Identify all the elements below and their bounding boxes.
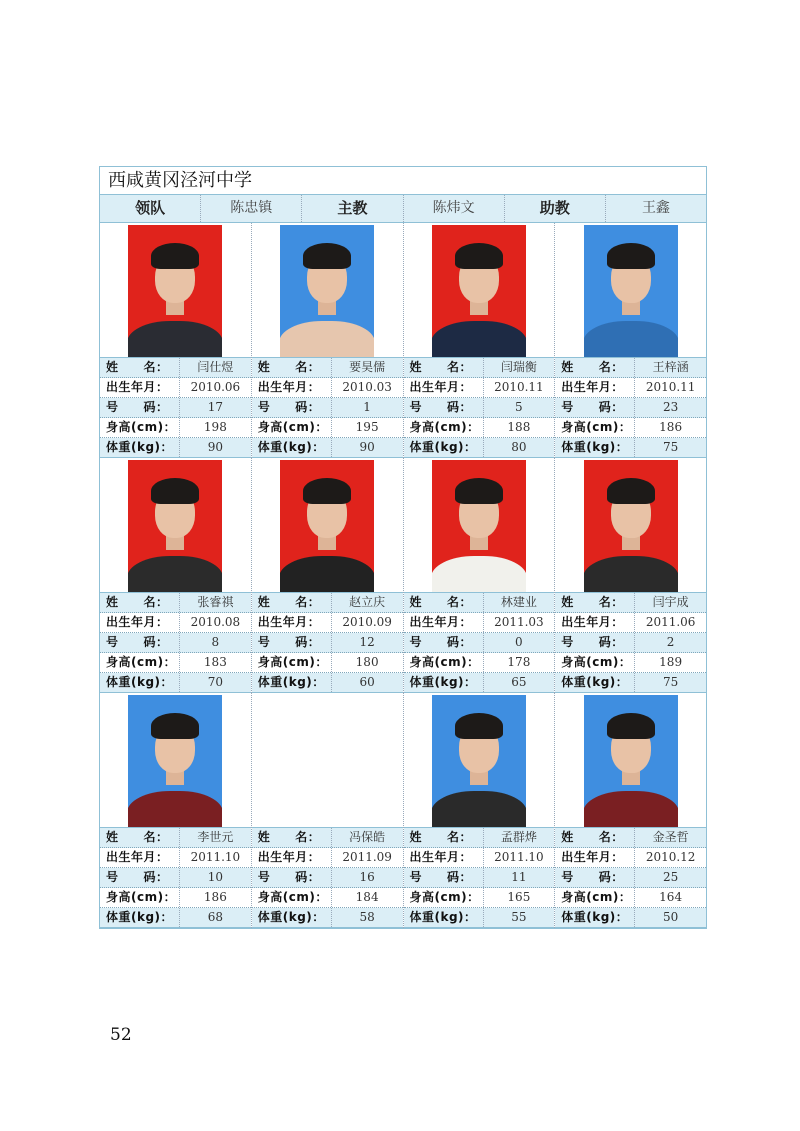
player-weight-value: 60 — [331, 673, 403, 692]
player-name-value: 王梓涵 — [634, 358, 706, 377]
player-birth-date-value: 2010.09 — [331, 613, 403, 632]
player-card — [404, 693, 556, 928]
player-photo — [584, 460, 678, 592]
photo-cell — [404, 693, 555, 828]
player-photo — [584, 695, 678, 827]
player-name-row — [404, 828, 555, 848]
player-birth-date-value: 2011.10 — [483, 848, 555, 867]
player-height-row — [100, 418, 251, 438]
player-height-row — [555, 418, 706, 438]
player-birth-date-row — [252, 613, 403, 633]
team-roster-table — [99, 166, 707, 929]
player-jersey-number-row — [100, 868, 251, 888]
player-name-label: 姓 名： — [257, 830, 321, 844]
school-name: 西咸黄冈泾河中学 — [100, 167, 706, 195]
player-jersey-number-value: 1 — [331, 398, 403, 417]
player-jersey-number-label: 号 码： — [409, 635, 473, 649]
photo-hair — [455, 243, 503, 269]
player-jersey-number-value: 17 — [179, 398, 251, 417]
player-birth-date-row — [555, 378, 706, 398]
player-jersey-number-label: 号 码： — [561, 635, 624, 649]
player-birth-date-row — [100, 848, 251, 868]
player-card — [555, 693, 706, 928]
player-photo — [280, 225, 374, 357]
player-name-row — [555, 828, 706, 848]
photo-hair — [151, 243, 199, 269]
player-jersey-number-row — [404, 868, 555, 888]
player-weight-row — [555, 438, 706, 458]
player-birth-date-row — [252, 848, 403, 868]
player-height-value: 189 — [634, 653, 706, 672]
player-birth-date-row — [404, 378, 555, 398]
photo-cell — [404, 458, 555, 593]
photo-cell — [252, 458, 403, 593]
player-name-label: 姓 名： — [561, 595, 624, 609]
player-jersey-number-row — [555, 868, 706, 888]
staff-role-leader: 领队 — [100, 195, 201, 222]
player-name-row — [555, 358, 706, 378]
player-group — [100, 223, 706, 458]
player-name-value: 闫瑞衡 — [483, 358, 555, 377]
player-jersey-number-row — [404, 398, 555, 418]
player-height-value: 165 — [483, 888, 555, 907]
player-name-row — [404, 593, 555, 613]
player-birth-date-row — [404, 848, 555, 868]
player-jersey-number-row — [555, 398, 706, 418]
player-jersey-number-label: 号 码： — [257, 400, 321, 414]
player-height-row — [100, 653, 251, 673]
player-name-value: 赵立庆 — [331, 593, 403, 612]
player-height-value: 178 — [483, 653, 555, 672]
player-birth-date-label: 出生年月： — [409, 615, 473, 629]
photo-cell — [252, 693, 403, 828]
player-name-label: 姓 名： — [257, 360, 321, 374]
player-height-row — [252, 888, 403, 908]
player-height-row — [555, 888, 706, 908]
player-card — [404, 223, 556, 458]
player-jersey-number-row — [404, 633, 555, 653]
player-name-row — [252, 828, 403, 848]
player-birth-date-row — [100, 613, 251, 633]
photo-cell — [555, 223, 706, 358]
player-birth-date-value: 2010.03 — [331, 378, 403, 397]
player-birth-date-label: 出生年月： — [106, 850, 169, 864]
player-weight-value: 50 — [634, 908, 706, 927]
player-name-value: 金圣哲 — [634, 828, 706, 847]
player-group — [100, 693, 706, 928]
player-jersey-number-value: 10 — [179, 868, 251, 887]
player-photo — [128, 225, 222, 357]
player-height-value: 195 — [331, 418, 403, 437]
player-weight-value: 75 — [634, 673, 706, 692]
player-card — [404, 458, 556, 693]
photo-cell — [100, 223, 251, 358]
player-birth-date-value: 2011.09 — [331, 848, 403, 867]
photo-shirt — [432, 791, 526, 827]
player-height-value: 180 — [331, 653, 403, 672]
player-height-row — [404, 418, 555, 438]
player-name-label: 姓 名： — [106, 830, 169, 844]
photo-hair — [607, 713, 655, 739]
photo-hair — [607, 243, 655, 269]
player-jersey-number-value: 11 — [483, 868, 555, 887]
player-photo — [432, 460, 526, 592]
player-height-label: 身高(cm)： — [106, 890, 177, 904]
player-height-label: 身高(cm)： — [409, 420, 480, 434]
player-jersey-number-label: 号 码： — [257, 870, 321, 884]
photo-hair — [151, 713, 199, 739]
player-name-row — [404, 358, 555, 378]
player-birth-date-value: 2010.11 — [634, 378, 706, 397]
staff-row — [100, 195, 706, 223]
player-jersey-number-row — [252, 868, 403, 888]
player-height-label: 身高(cm)： — [257, 420, 328, 434]
player-height-label: 身高(cm)： — [561, 420, 632, 434]
photo-cell — [100, 693, 251, 828]
player-weight-row — [404, 673, 555, 693]
player-height-row — [100, 888, 251, 908]
player-name-label: 姓 名： — [409, 595, 473, 609]
player-jersey-number-row — [252, 398, 403, 418]
player-jersey-number-label: 号 码： — [561, 400, 624, 414]
player-name-label: 姓 名： — [409, 360, 473, 374]
player-photo — [280, 460, 374, 592]
player-weight-row — [252, 673, 403, 693]
player-birth-date-label: 出生年月： — [257, 850, 321, 864]
player-name-label: 姓 名： — [409, 830, 473, 844]
player-weight-value: 55 — [483, 908, 555, 927]
player-jersey-number-row — [252, 633, 403, 653]
player-jersey-number-label: 号 码： — [106, 400, 169, 414]
photo-cell — [100, 458, 251, 593]
photo-hair — [455, 478, 503, 504]
player-group — [100, 458, 706, 693]
player-height-value: 184 — [331, 888, 403, 907]
player-birth-date-value: 2010.12 — [634, 848, 706, 867]
player-height-value: 186 — [179, 888, 251, 907]
player-photo — [128, 460, 222, 592]
player-height-label: 身高(cm)： — [257, 890, 328, 904]
player-weight-row — [404, 438, 555, 458]
photo-hair — [303, 243, 351, 269]
player-weight-value: 75 — [634, 438, 706, 457]
player-height-label: 身高(cm)： — [106, 655, 177, 669]
player-weight-label: 体重(kg)： — [106, 440, 174, 454]
player-birth-date-row — [404, 613, 555, 633]
player-name-row — [252, 358, 403, 378]
player-jersey-number-label: 号 码： — [409, 870, 473, 884]
player-name-row — [252, 593, 403, 613]
page-number: 52 — [110, 1025, 132, 1045]
player-weight-row — [555, 908, 706, 928]
staff-name-head-coach: 陈炜文 — [404, 195, 505, 222]
player-name-label: 姓 名： — [106, 595, 169, 609]
photo-cell — [555, 693, 706, 828]
player-birth-date-label: 出生年月： — [106, 615, 169, 629]
player-name-label: 姓 名： — [106, 360, 169, 374]
player-height-row — [252, 418, 403, 438]
player-weight-row — [252, 438, 403, 458]
player-weight-label: 体重(kg)： — [409, 910, 477, 924]
player-birth-date-value: 2010.08 — [179, 613, 251, 632]
player-photo — [128, 695, 222, 827]
player-birth-date-value: 2011.10 — [179, 848, 251, 867]
player-height-row — [404, 888, 555, 908]
player-weight-value: 70 — [179, 673, 251, 692]
player-jersey-number-label: 号 码： — [409, 400, 473, 414]
player-birth-date-row — [252, 378, 403, 398]
photo-shirt — [584, 556, 678, 592]
player-jersey-number-value: 25 — [634, 868, 706, 887]
player-name-row — [100, 828, 251, 848]
player-weight-row — [100, 908, 251, 928]
player-height-label: 身高(cm)： — [409, 890, 480, 904]
player-name-value: 林建业 — [483, 593, 555, 612]
player-birth-date-label: 出生年月： — [106, 380, 169, 394]
player-jersey-number-row — [100, 633, 251, 653]
player-birth-date-label: 出生年月： — [257, 380, 321, 394]
player-card — [252, 693, 404, 928]
player-birth-date-label: 出生年月： — [257, 615, 321, 629]
photo-shirt — [584, 321, 678, 357]
player-height-row — [252, 653, 403, 673]
player-weight-label: 体重(kg)： — [409, 675, 477, 689]
photo-shirt — [128, 321, 222, 357]
player-name-value: 李世元 — [179, 828, 251, 847]
photo-cell — [555, 458, 706, 593]
player-birth-date-value: 2010.06 — [179, 378, 251, 397]
player-jersey-number-label: 号 码： — [106, 635, 169, 649]
player-height-value: 198 — [179, 418, 251, 437]
player-weight-value: 90 — [331, 438, 403, 457]
staff-name-leader: 陈忠镇 — [201, 195, 302, 222]
photo-shirt — [280, 321, 374, 357]
player-birth-date-row — [555, 848, 706, 868]
player-name-value: 孟群烨 — [483, 828, 555, 847]
player-weight-label: 体重(kg)： — [561, 675, 629, 689]
staff-role-assistant-coach: 助教 — [505, 195, 606, 222]
player-height-value: 188 — [483, 418, 555, 437]
player-weight-label: 体重(kg)： — [561, 440, 629, 454]
photo-shirt — [584, 791, 678, 827]
player-photo — [432, 695, 526, 827]
player-birth-date-label: 出生年月： — [409, 380, 473, 394]
player-weight-value: 80 — [483, 438, 555, 457]
player-weight-row — [100, 673, 251, 693]
player-card — [252, 458, 404, 693]
player-height-label: 身高(cm)： — [409, 655, 480, 669]
photo-hair — [455, 713, 503, 739]
staff-name-assistant-coach: 王鑫 — [641, 200, 670, 216]
photo-shirt — [128, 791, 222, 827]
player-card — [555, 458, 706, 693]
player-weight-value: 90 — [179, 438, 251, 457]
player-weight-label: 体重(kg)： — [257, 440, 325, 454]
photo-shirt — [128, 556, 222, 592]
player-height-row — [404, 653, 555, 673]
player-height-row — [555, 653, 706, 673]
player-height-label: 身高(cm)： — [561, 890, 632, 904]
player-weight-value: 65 — [483, 673, 555, 692]
photo-hair — [151, 478, 199, 504]
player-name-label: 姓 名： — [257, 595, 321, 609]
player-birth-date-label: 出生年月： — [409, 850, 473, 864]
player-name-value: 要昊儒 — [331, 358, 403, 377]
photo-hair — [607, 478, 655, 504]
player-weight-row — [252, 908, 403, 928]
staff-role-head-coach: 主教 — [302, 195, 403, 222]
player-jersey-number-label: 号 码： — [257, 635, 321, 649]
photo-cell — [252, 223, 403, 358]
player-height-label: 身高(cm)： — [561, 655, 632, 669]
player-weight-label: 体重(kg)： — [106, 910, 174, 924]
player-birth-date-value: 2011.03 — [483, 613, 555, 632]
player-name-label: 姓 名： — [561, 830, 624, 844]
player-weight-row — [555, 673, 706, 693]
photo-shirt — [280, 556, 374, 592]
player-card — [555, 223, 706, 458]
player-card — [252, 223, 404, 458]
player-name-row — [100, 593, 251, 613]
player-name-row — [100, 358, 251, 378]
player-groups — [100, 223, 706, 928]
player-birth-date-row — [555, 613, 706, 633]
player-jersey-number-value: 5 — [483, 398, 555, 417]
player-weight-label: 体重(kg)： — [561, 910, 629, 924]
player-birth-date-row — [100, 378, 251, 398]
player-birth-date-label: 出生年月： — [561, 850, 624, 864]
photo-shirt — [432, 321, 526, 357]
player-jersey-number-label: 号 码： — [561, 870, 624, 884]
player-weight-value: 68 — [179, 908, 251, 927]
player-weight-label: 体重(kg)： — [106, 675, 174, 689]
player-jersey-number-value: 12 — [331, 633, 403, 652]
player-photo — [584, 225, 678, 357]
player-name-value: 闫仕煜 — [179, 358, 251, 377]
player-height-value: 183 — [179, 653, 251, 672]
player-name-label: 姓 名： — [561, 360, 624, 374]
player-jersey-number-value: 2 — [634, 633, 706, 652]
player-birth-date-label: 出生年月： — [561, 615, 624, 629]
player-birth-date-value: 2010.11 — [483, 378, 555, 397]
player-name-value: 闫宇成 — [634, 593, 706, 612]
player-height-value: 186 — [634, 418, 706, 437]
player-card — [100, 693, 252, 928]
player-name-row — [555, 593, 706, 613]
photo-shirt — [432, 556, 526, 592]
player-weight-label: 体重(kg)： — [257, 675, 325, 689]
player-birth-date-label: 出生年月： — [561, 380, 624, 394]
photo-cell — [404, 223, 555, 358]
player-weight-label: 体重(kg)： — [409, 440, 477, 454]
player-jersey-number-value: 8 — [179, 633, 251, 652]
player-jersey-number-row — [100, 398, 251, 418]
player-weight-label: 体重(kg)： — [257, 910, 325, 924]
player-jersey-number-row — [555, 633, 706, 653]
player-weight-row — [404, 908, 555, 928]
player-height-label: 身高(cm)： — [257, 655, 328, 669]
player-height-value: 164 — [634, 888, 706, 907]
player-name-value: 张睿祺 — [179, 593, 251, 612]
player-card — [100, 223, 252, 458]
player-card — [100, 458, 252, 693]
player-weight-row — [100, 438, 251, 458]
player-jersey-number-value: 0 — [483, 633, 555, 652]
player-jersey-number-value: 16 — [331, 868, 403, 887]
player-name-value: 冯保皓 — [331, 828, 403, 847]
player-jersey-number-label: 号 码： — [106, 870, 169, 884]
player-weight-value: 58 — [331, 908, 403, 927]
player-birth-date-value: 2011.06 — [634, 613, 706, 632]
player-height-label: 身高(cm)： — [106, 420, 177, 434]
player-jersey-number-value: 23 — [634, 398, 706, 417]
photo-hair — [303, 478, 351, 504]
player-photo — [432, 225, 526, 357]
